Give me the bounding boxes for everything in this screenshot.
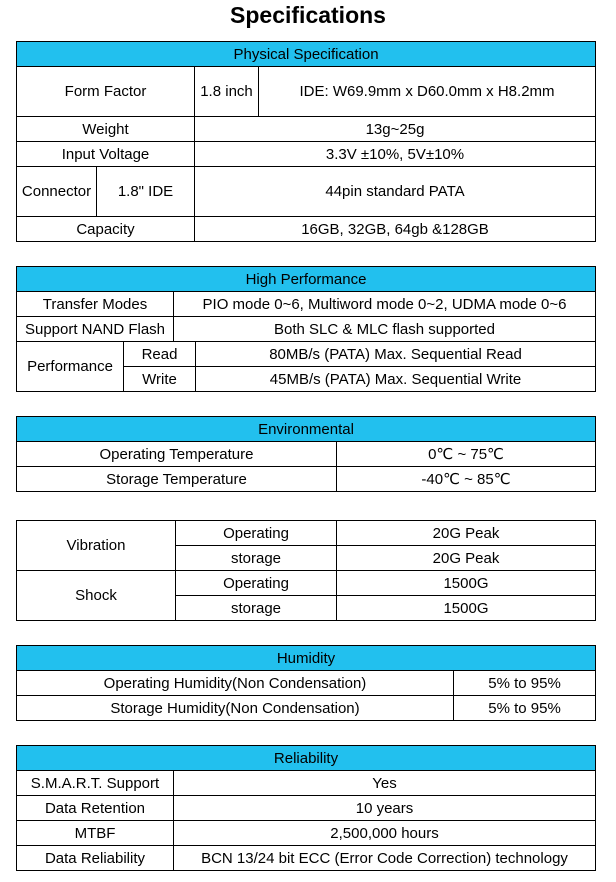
spec-value: Yes [174, 771, 596, 796]
spec-label: Storage Humidity(Non Condensation) [17, 696, 454, 721]
table-row [17, 846, 596, 871]
table-row [17, 217, 596, 242]
section-header: High Performance [17, 267, 596, 292]
table-row [17, 417, 596, 442]
table-row [17, 467, 596, 492]
spec-sublabel: Read [124, 342, 196, 367]
spec-sublabel: Operating [176, 521, 337, 546]
section-header: Environmental [17, 417, 596, 442]
spec-value: 5% to 95% [454, 696, 596, 721]
spec-value: 1.8" IDE [97, 167, 195, 217]
table-row [17, 292, 596, 317]
table-row [17, 267, 596, 292]
table-row [17, 442, 596, 467]
spec-label: Operating Temperature [17, 442, 337, 467]
performance-table [16, 266, 596, 392]
section-header: Reliability [17, 746, 596, 771]
spec-sublabel: storage [176, 596, 337, 621]
table-row [17, 796, 596, 821]
spec-label: Support NAND Flash [17, 317, 174, 342]
table-row [17, 342, 596, 367]
vibration-shock-table [16, 520, 596, 621]
spec-value: -40℃ ~ 85℃ [337, 467, 596, 492]
table-row [17, 746, 596, 771]
spec-value: 3.3V ±10%, 5V±10% [195, 142, 596, 167]
spec-value: 16GB, 32GB, 64gb &128GB [195, 217, 596, 242]
spec-label: Data Retention [17, 796, 174, 821]
table-row [17, 696, 596, 721]
table-row [17, 521, 596, 546]
spec-label: Performance [17, 342, 124, 392]
table-row [17, 821, 596, 846]
table-row [17, 771, 596, 796]
spec-label: Shock [17, 571, 176, 621]
spec-value: 44pin standard PATA [195, 167, 596, 217]
table-row [17, 317, 596, 342]
spec-label: Vibration [17, 521, 176, 571]
spec-value: 5% to 95% [454, 671, 596, 696]
spec-value: 1500G [337, 596, 596, 621]
spec-sublabel: Write [124, 367, 196, 392]
spec-label: Operating Humidity(Non Condensation) [17, 671, 454, 696]
spec-value: 0℃ ~ 75℃ [337, 442, 596, 467]
spec-value: Both SLC & MLC flash supported [174, 317, 596, 342]
table-row [17, 142, 596, 167]
spec-sublabel: Operating [176, 571, 337, 596]
spec-value: 10 years [174, 796, 596, 821]
spec-label: Form Factor [17, 67, 195, 117]
spec-value: 13g~25g [195, 117, 596, 142]
section-header: Humidity [17, 646, 596, 671]
spec-label: Transfer Modes [17, 292, 174, 317]
spec-value: BCN 13/24 bit ECC (Error Code Correction) technology [174, 846, 596, 871]
spec-value: IDE: W69.9mm x D60.0mm x H8.2mm [259, 67, 596, 117]
spec-label: MTBF [17, 821, 174, 846]
spec-value: 2,500,000 hours [174, 821, 596, 846]
table-row [17, 571, 596, 596]
environmental-table [16, 416, 596, 492]
physical-spec-table [16, 41, 596, 242]
spec-sublabel: storage [176, 546, 337, 571]
spec-label: S.M.A.R.T. Support [17, 771, 174, 796]
page-title: Specifications [230, 2, 386, 28]
spec-value: 20G Peak [337, 521, 596, 546]
spec-value: 45MB/s (PATA) Max. Sequential Write [196, 367, 596, 392]
spec-label: Weight [17, 117, 195, 142]
spec-label: Data Reliability [17, 846, 174, 871]
table-row [17, 646, 596, 671]
spec-value: 1500G [337, 571, 596, 596]
table-row [17, 671, 596, 696]
spec-label: Connector [17, 167, 97, 217]
reliability-table [16, 745, 596, 871]
spec-value: 1.8 inch [195, 67, 259, 117]
humidity-table [16, 645, 596, 721]
table-row [17, 167, 596, 217]
section-header: Physical Specification [17, 42, 596, 67]
table-row [17, 117, 596, 142]
spec-value: 80MB/s (PATA) Max. Sequential Read [196, 342, 596, 367]
spec-value: PIO mode 0~6, Multiword mode 0~2, UDMA mode 0~6 [174, 292, 596, 317]
table-row [17, 42, 596, 67]
spec-label: Storage Temperature [17, 467, 337, 492]
spec-value: 20G Peak [337, 546, 596, 571]
spec-label: Input Voltage [17, 142, 195, 167]
table-row [17, 67, 596, 117]
spec-label: Capacity [17, 217, 195, 242]
